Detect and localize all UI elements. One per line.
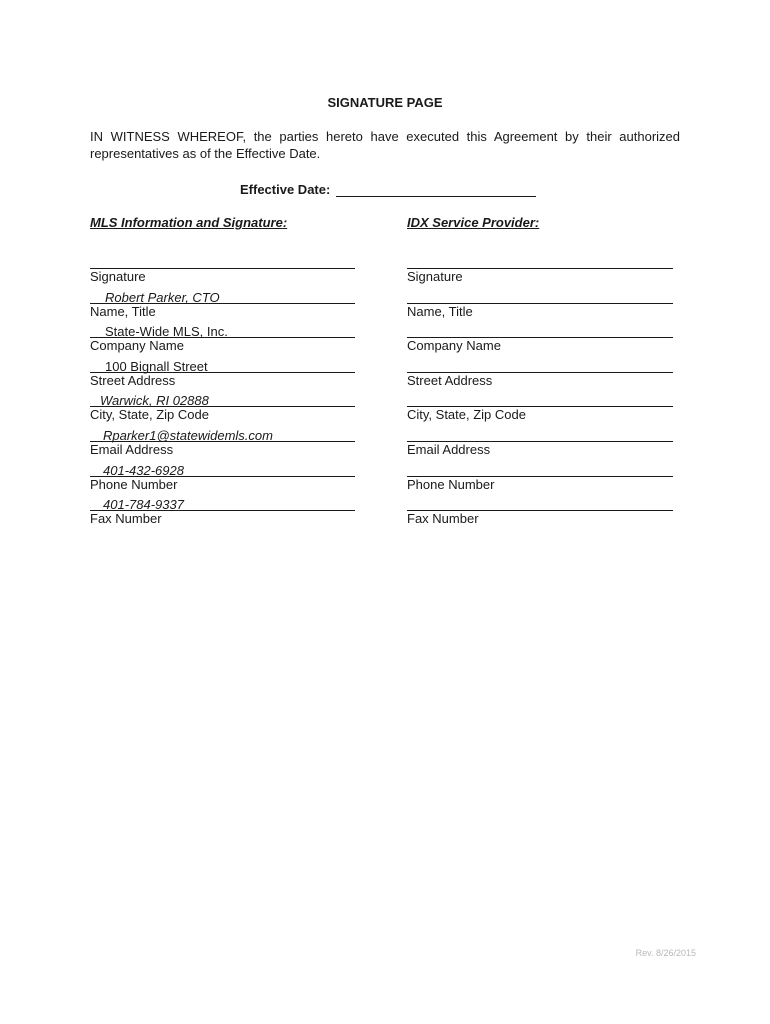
footer-revision: Rev. 8/26/2015	[635, 948, 696, 958]
mls-name-title-label: Name, Title	[90, 303, 156, 319]
mls-street-value: 100 Bignall Street	[105, 358, 208, 374]
mls-street-label: Street Address	[90, 372, 176, 388]
idx-phone-label: Phone Number	[407, 476, 495, 492]
mls-street-field[interactable]	[90, 356, 355, 391]
mls-phone-label: Phone Number	[90, 476, 178, 492]
mls-city-value: Warwick, RI 02888	[100, 393, 209, 409]
mls-email-value: Rparker1@statewidemls.com	[103, 427, 273, 443]
idx-name-title-field[interactable]	[407, 287, 673, 322]
effective-date-line[interactable]	[336, 181, 536, 197]
idx-fields	[407, 252, 673, 529]
mls-fields	[90, 252, 355, 529]
idx-email-label: Email Address	[407, 441, 491, 457]
idx-signature-label: Signature	[407, 269, 463, 284]
mls-phone-value: 401-432-6928	[103, 462, 184, 478]
mls-city-field[interactable]	[90, 390, 355, 425]
mls-company-value: State-Wide MLS, Inc.	[105, 324, 228, 340]
idx-phone-field[interactable]	[407, 460, 673, 495]
mls-phone-field[interactable]	[90, 460, 355, 495]
mls-name-title-value: Robert Parker, CTO	[105, 289, 220, 305]
idx-company-field[interactable]	[407, 321, 673, 356]
idx-heading: IDX Service Provider:	[407, 215, 540, 230]
idx-fax-field[interactable]	[407, 494, 673, 529]
idx-company-label: Company Name	[407, 338, 501, 354]
mls-signature-label: Signature	[90, 269, 146, 284]
mls-name-title-field[interactable]	[90, 287, 355, 322]
mls-signature-field[interactable]	[90, 252, 355, 287]
intro-paragraph: IN WITNESS WHEREOF, the parties hereto have executed this Agreement by their authorized representatives as of the Effective Date.	[90, 129, 680, 161]
effective-date	[240, 181, 536, 197]
idx-signature-field[interactable]	[407, 252, 673, 287]
idx-city-field[interactable]	[407, 390, 673, 425]
idx-street-field[interactable]	[407, 356, 673, 391]
idx-name-title-label: Name, Title	[407, 303, 473, 319]
mls-fax-label: Fax Number	[90, 511, 162, 527]
mls-email-label: Email Address	[90, 441, 174, 457]
page-title: SIGNATURE PAGE	[327, 95, 443, 110]
mls-company-label: Company Name	[90, 338, 184, 354]
idx-street-label: Street Address	[407, 372, 493, 388]
idx-fax-label: Fax Number	[407, 511, 479, 527]
idx-city-label: City, State, Zip Code	[407, 407, 526, 423]
mls-city-label: City, State, Zip Code	[90, 407, 209, 423]
mls-heading	[90, 215, 287, 230]
mls-heading-text: MLS Information and Signature	[90, 215, 283, 230]
idx-email-field[interactable]	[407, 425, 673, 460]
effective-date-label: Effective Date:	[240, 182, 331, 197]
mls-email-field[interactable]	[90, 425, 355, 460]
mls-fax-field[interactable]	[90, 494, 355, 529]
mls-heading-colon: :	[282, 215, 288, 230]
mls-fax-value: 401-784-9337	[103, 497, 184, 513]
mls-company-field[interactable]	[90, 321, 355, 356]
